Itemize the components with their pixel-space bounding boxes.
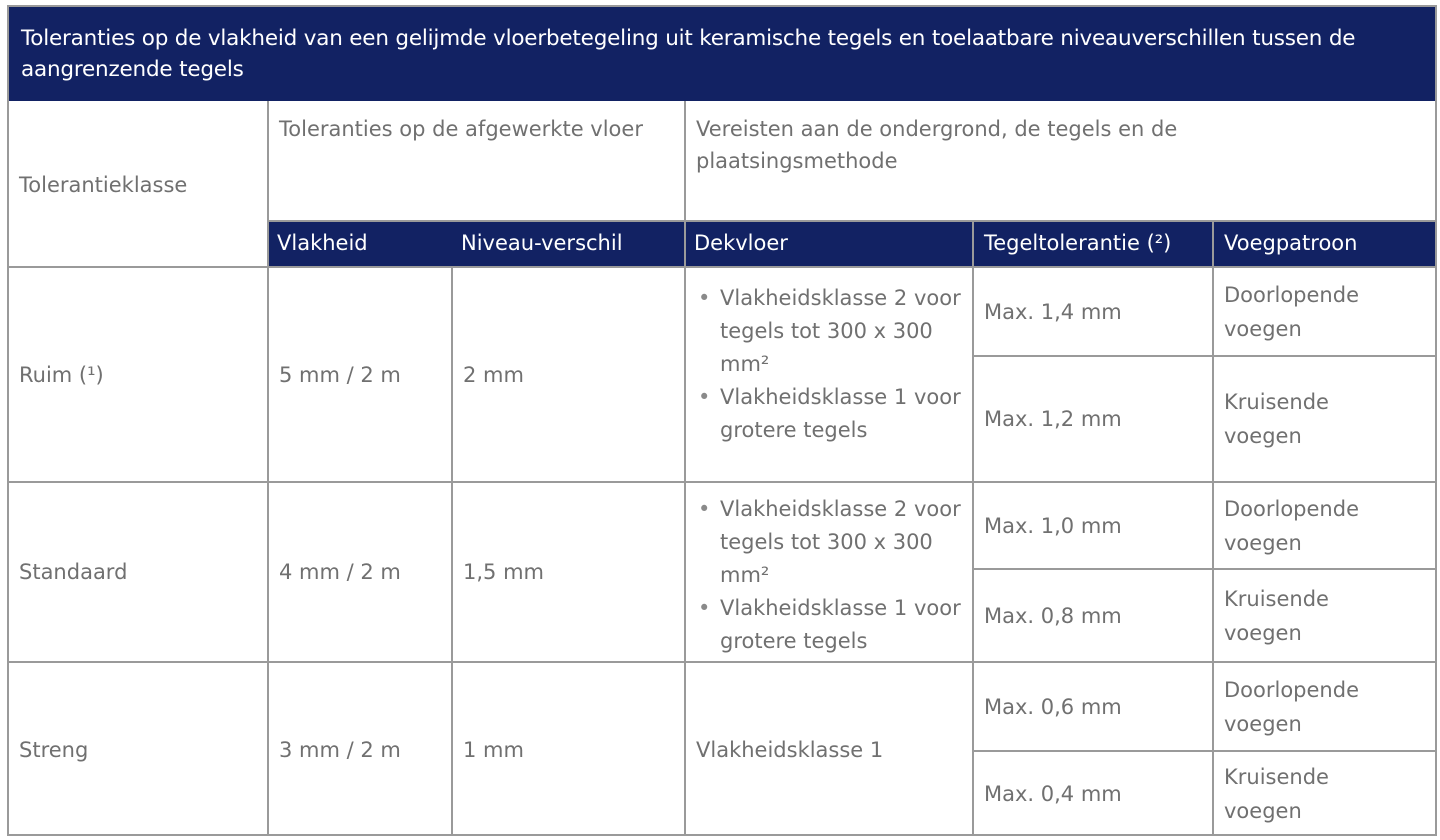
row-streng-tile-tolerance-1 [974,663,1214,750]
header-tile-tolerance: Tegeltolerantie (²) [974,221,1212,266]
header-level-difference: Niveau-verschil [451,221,684,266]
header-joint-pattern: Voegpatroon [1214,221,1435,266]
tolerance-table [7,5,1437,836]
row-streng-tile-tolerance-2 [974,752,1214,836]
screed-bullet: • Vlakheidsklasse 1 voor grotere tegels [720,592,964,658]
row-standaard-joint-pattern-2 [1214,570,1435,661]
divider [267,220,1435,222]
divider [972,750,1435,752]
joint-pattern-value: Doorlopende voegen [1224,677,1359,736]
divider [451,266,453,836]
screed-bullet: • Vlakheidsklasse 1 voor grotere tegels [720,381,964,447]
row-streng-screed [686,663,974,836]
row-standaard-tile-tolerance-1 [974,483,1214,568]
flatness-value: 3 mm / 2 m [279,737,401,762]
row-standaard-level-difference [453,483,684,661]
tile-tolerance-value: Max. 0,4 mm [984,782,1122,806]
table-title: Toleranties op de vlakheid van een gelijmde vloerbetegeling uit keramische tegels en toelaatbare niveauverschillen tussen de aangrenzende tegels [9,7,1435,101]
header-finished-floor-group: Toleranties op de afgewerkte vloer [279,117,643,141]
joint-pattern-value: Kruisende voegen [1224,390,1329,448]
level-difference-value: 2 mm [463,362,524,387]
divider [267,101,269,836]
flatness-value: 4 mm / 2 m [279,560,401,584]
screed-value: Vlakheidsklasse 1 [696,737,884,762]
level-difference-value: 1 mm [463,737,524,762]
row-streng-class [9,663,267,836]
class-label: Streng [19,737,89,762]
row-standaard-tile-tolerance-2 [974,570,1214,661]
row-ruim-screed [686,269,974,479]
row-streng-joint-pattern-1 [1214,663,1435,750]
row-standaard-flatness [269,483,451,661]
row-ruim-level-difference [453,268,684,481]
header-tolerance-class-label: Tolerantieklasse [19,173,188,197]
row-ruim-tile-tolerance-1 [974,268,1214,355]
divider [684,101,686,836]
row-streng-joint-pattern-2 [1214,752,1435,836]
tile-tolerance-value: Max. 0,8 mm [984,603,1122,628]
row-ruim-joint-pattern-1 [1214,268,1435,355]
divider [9,481,1435,483]
row-ruim-class [9,268,267,481]
class-label: Ruim (¹) [19,362,104,387]
row-standaard-class [9,483,267,661]
row-standaard-screed [686,484,974,660]
level-difference-value: 1,5 mm [463,560,544,584]
divider [1212,221,1214,836]
tile-tolerance-value: Max. 0,6 mm [984,694,1122,719]
flatness-value: 5 mm / 2 m [279,362,401,387]
divider [9,661,1435,663]
header-tolerance-class [9,101,267,269]
screed-bullet-list [696,282,964,447]
joint-pattern-value: Kruisende voegen [1224,765,1329,823]
row-ruim-flatness [269,268,451,481]
row-ruim-tile-tolerance-2 [974,357,1214,481]
row-streng-level-difference [453,663,684,836]
class-label: Standaard [19,560,128,584]
screed-bullet-list [696,493,964,658]
joint-pattern-value: Doorlopende voegen [1224,496,1359,555]
row-standaard-joint-pattern-1 [1214,483,1435,568]
divider [972,355,1435,357]
tile-tolerance-value: Max. 1,0 mm [984,513,1122,538]
joint-pattern-value: Doorlopende voegen [1224,282,1359,341]
screed-bullet: • Vlakheidsklasse 2 voor tegels tot 300 x 300 mm² [720,493,964,592]
divider [972,221,974,836]
joint-pattern-value: Kruisende voegen [1224,586,1329,645]
tile-tolerance-value: Max. 1,4 mm [984,299,1122,324]
divider [972,568,1435,570]
row-streng-flatness [269,663,451,836]
header-screed: Dekvloer [684,221,972,266]
screed-bullet: • Vlakheidsklasse 2 voor tegels tot 300 x 300 mm² [720,282,964,381]
header-flatness: Vlakheid [267,221,451,266]
tile-tolerance-value: Max. 1,2 mm [984,407,1122,431]
row-ruim-joint-pattern-2 [1214,357,1435,481]
divider [9,266,1435,268]
header-requirements-group: Vereisten aan de ondergrond, de tegels en de plaatsingsmethode [696,117,1178,173]
